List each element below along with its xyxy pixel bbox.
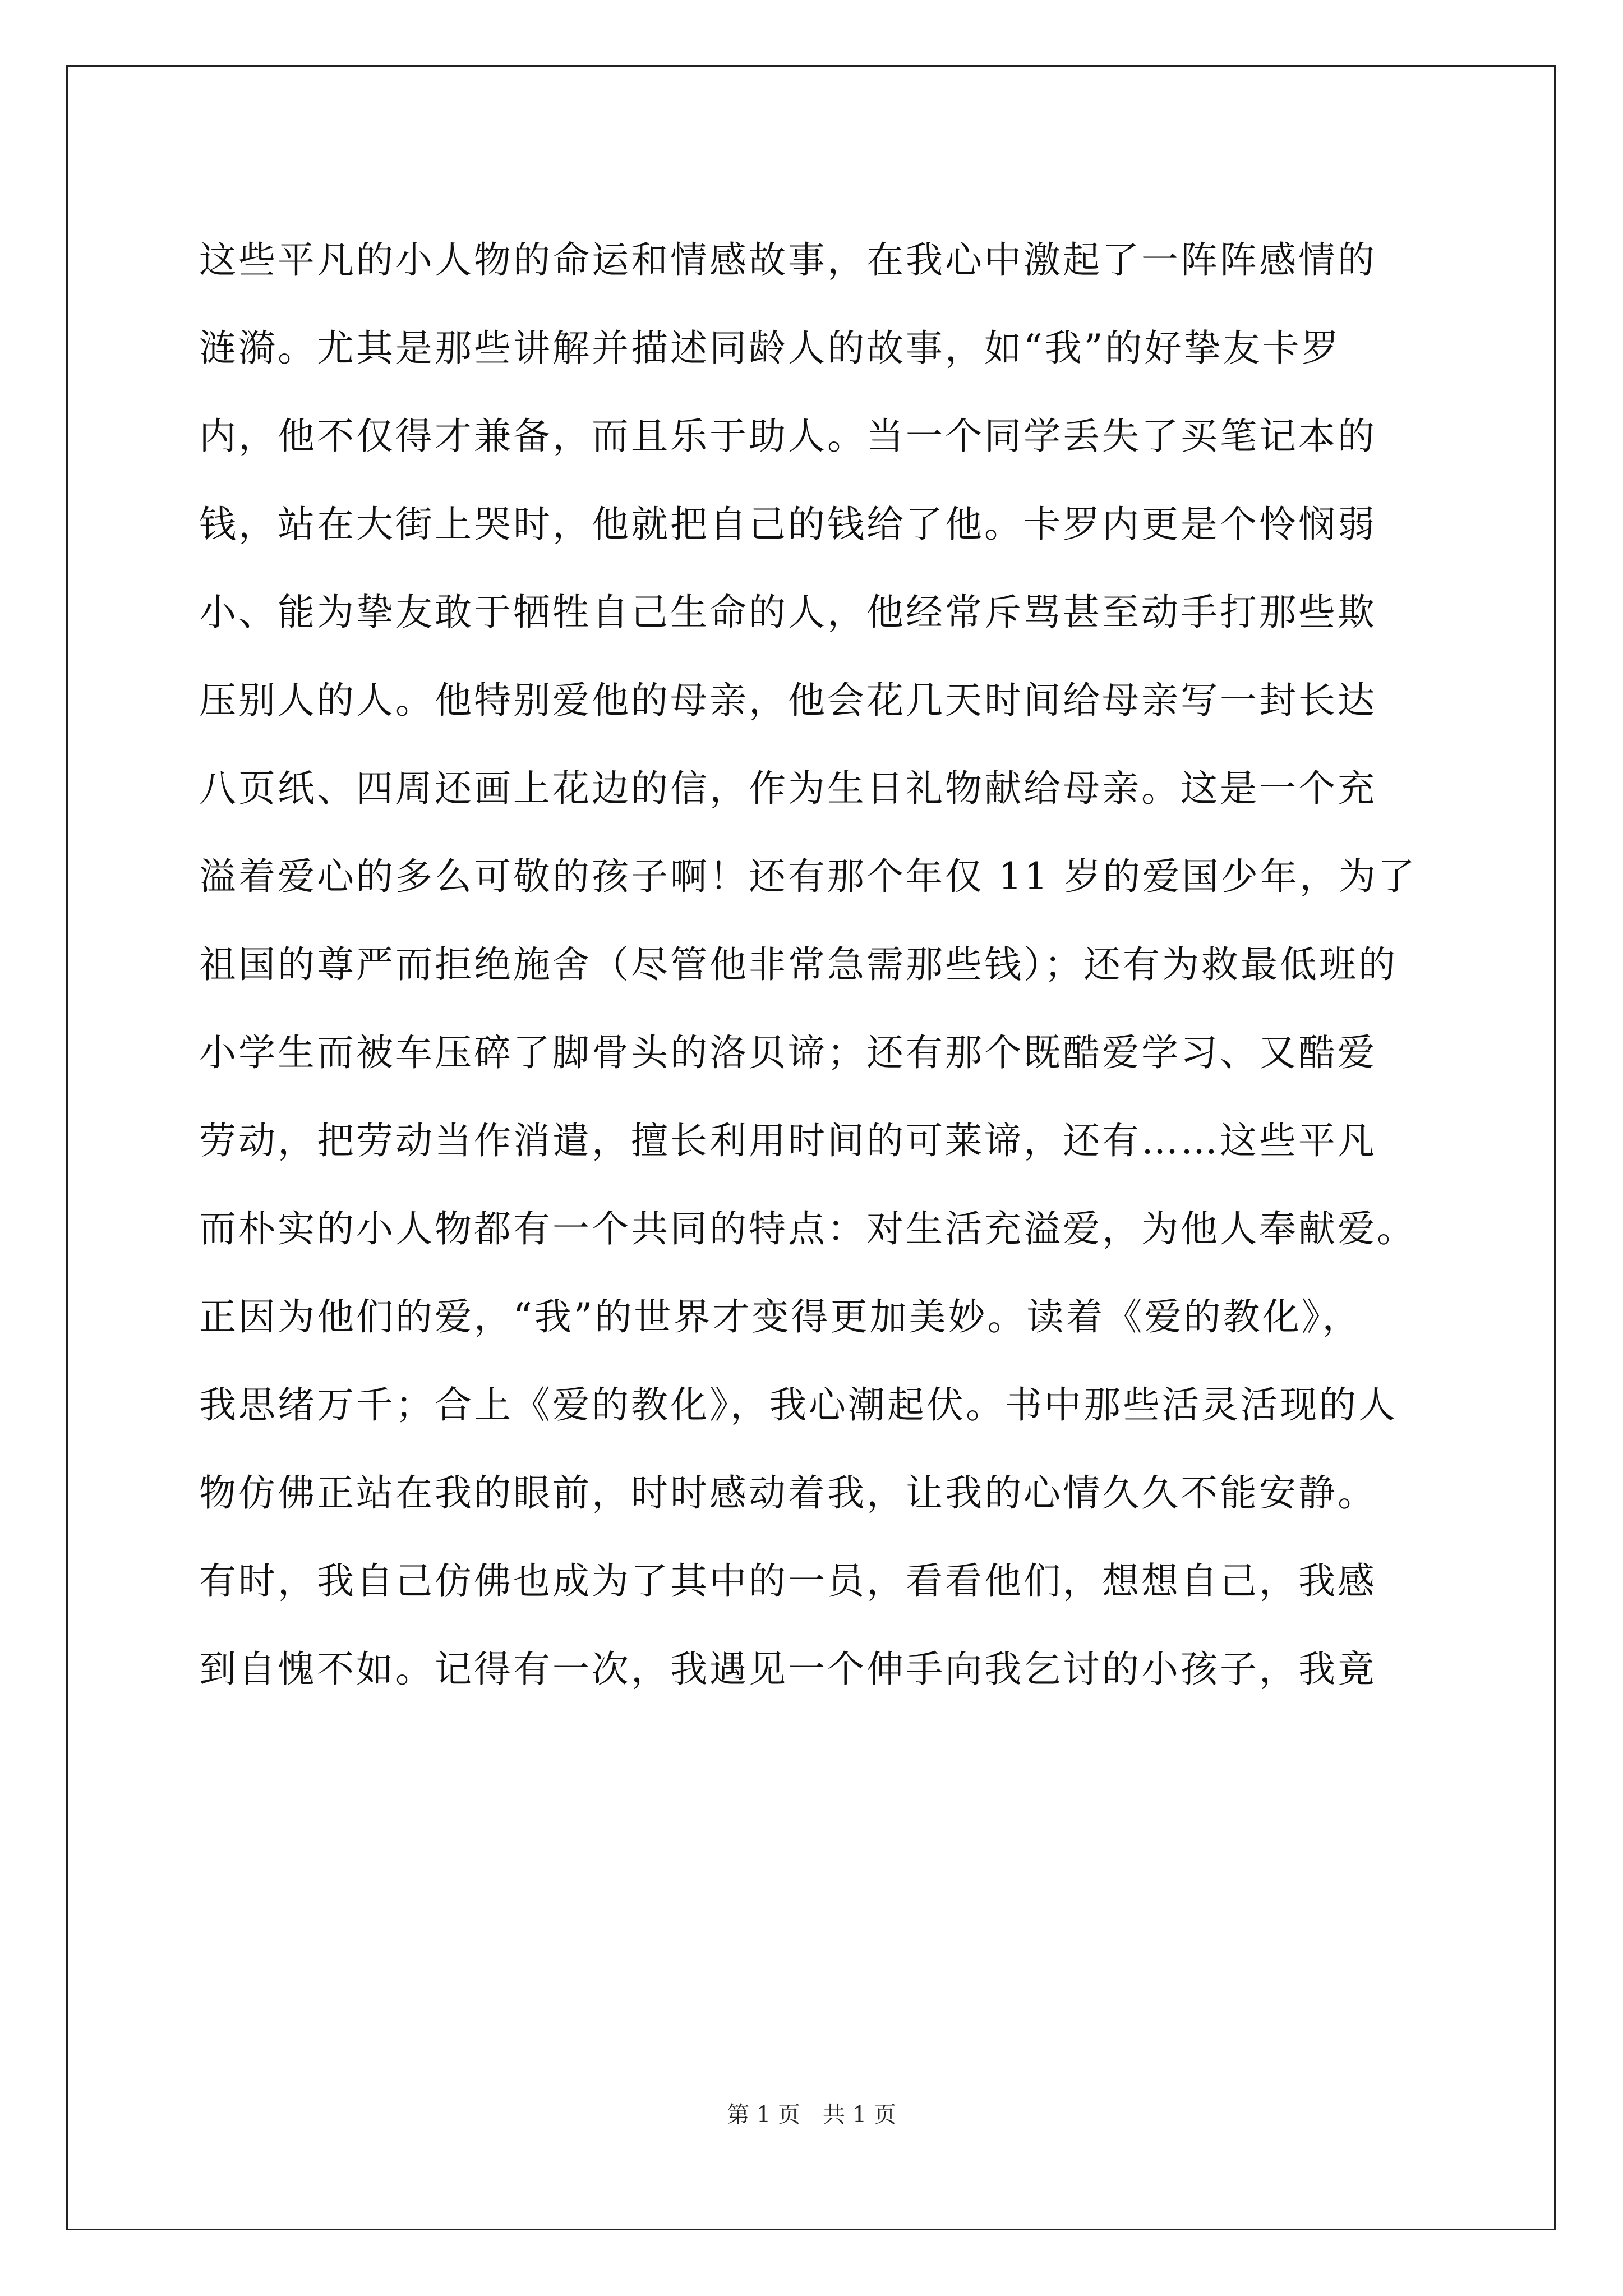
document-body [199, 216, 1450, 1713]
page-number-footer: 第 1 页 共 1 页 [727, 2102, 896, 2128]
text-line: 小学生而被车压碎了脚骨头的洛贝谛；还有那个既酷爱学习、又酷爱 [199, 1031, 1377, 1074]
text-line: 劳动，把劳动当作消遣，擅长利用时间的可莱谛，还有……这些平凡 [199, 1119, 1377, 1162]
text-line: 这些平凡的小人物的命运和情感故事，在我心中激起了一阵阵感情的 [199, 238, 1377, 282]
text-line: 钱，站在大街上哭时，他就把自己的钱给了他。卡罗内更是个怜悯弱 [199, 503, 1377, 546]
text-line: 溢着爱心的多么可敬的孩子啊！还有那个年仅 11 岁的爱国少年，为了 [199, 855, 1417, 898]
text-line: 八页纸、四周还画上花边的信，作为生日礼物献给母亲。这是一个充 [199, 767, 1377, 810]
text-line: 压别人的人。他特别爱他的母亲，他会花几天时间给母亲写一封长达 [199, 679, 1377, 722]
text-line: 物仿佛正站在我的眼前，时时感动着我，让我的心情久久不能安静。 [199, 1471, 1377, 1515]
text-line: 有时，我自己仿佛也成为了其中的一员，看看他们，想想自己，我感 [199, 1559, 1377, 1603]
text-line: 正因为他们的爱，“我”的世界才变得更加美妙。读着《爱的教化》， [199, 1295, 1362, 1338]
text-line: 而朴实的小人物都有一个共同的特点：对生活充溢爱，为他人奉献爱。 [199, 1207, 1416, 1250]
text-line: 小、能为挚友敢于牺牲自己生命的人，他经常斥骂甚至动手打那些欺 [199, 591, 1377, 634]
text-line: 内，他不仅得才兼备，而且乐于助人。当一个同学丢失了买笔记本的 [199, 415, 1377, 458]
text-line: 我思绪万千；合上《爱的教化》，我心潮起伏。书中那些活灵活现的人 [199, 1383, 1398, 1427]
text-line: 祖国的尊严而拒绝施舍（尽管他非常急需那些钱）；还有为救最低班的 [199, 943, 1398, 986]
text-line: 涟漪。尤其是那些讲解并描述同龄人的故事，如“我”的好挚友卡罗 [199, 326, 1341, 370]
text-line: 到自愧不如。记得有一次，我遇见一个伸手向我乞讨的小孩子，我竟 [199, 1648, 1377, 1691]
